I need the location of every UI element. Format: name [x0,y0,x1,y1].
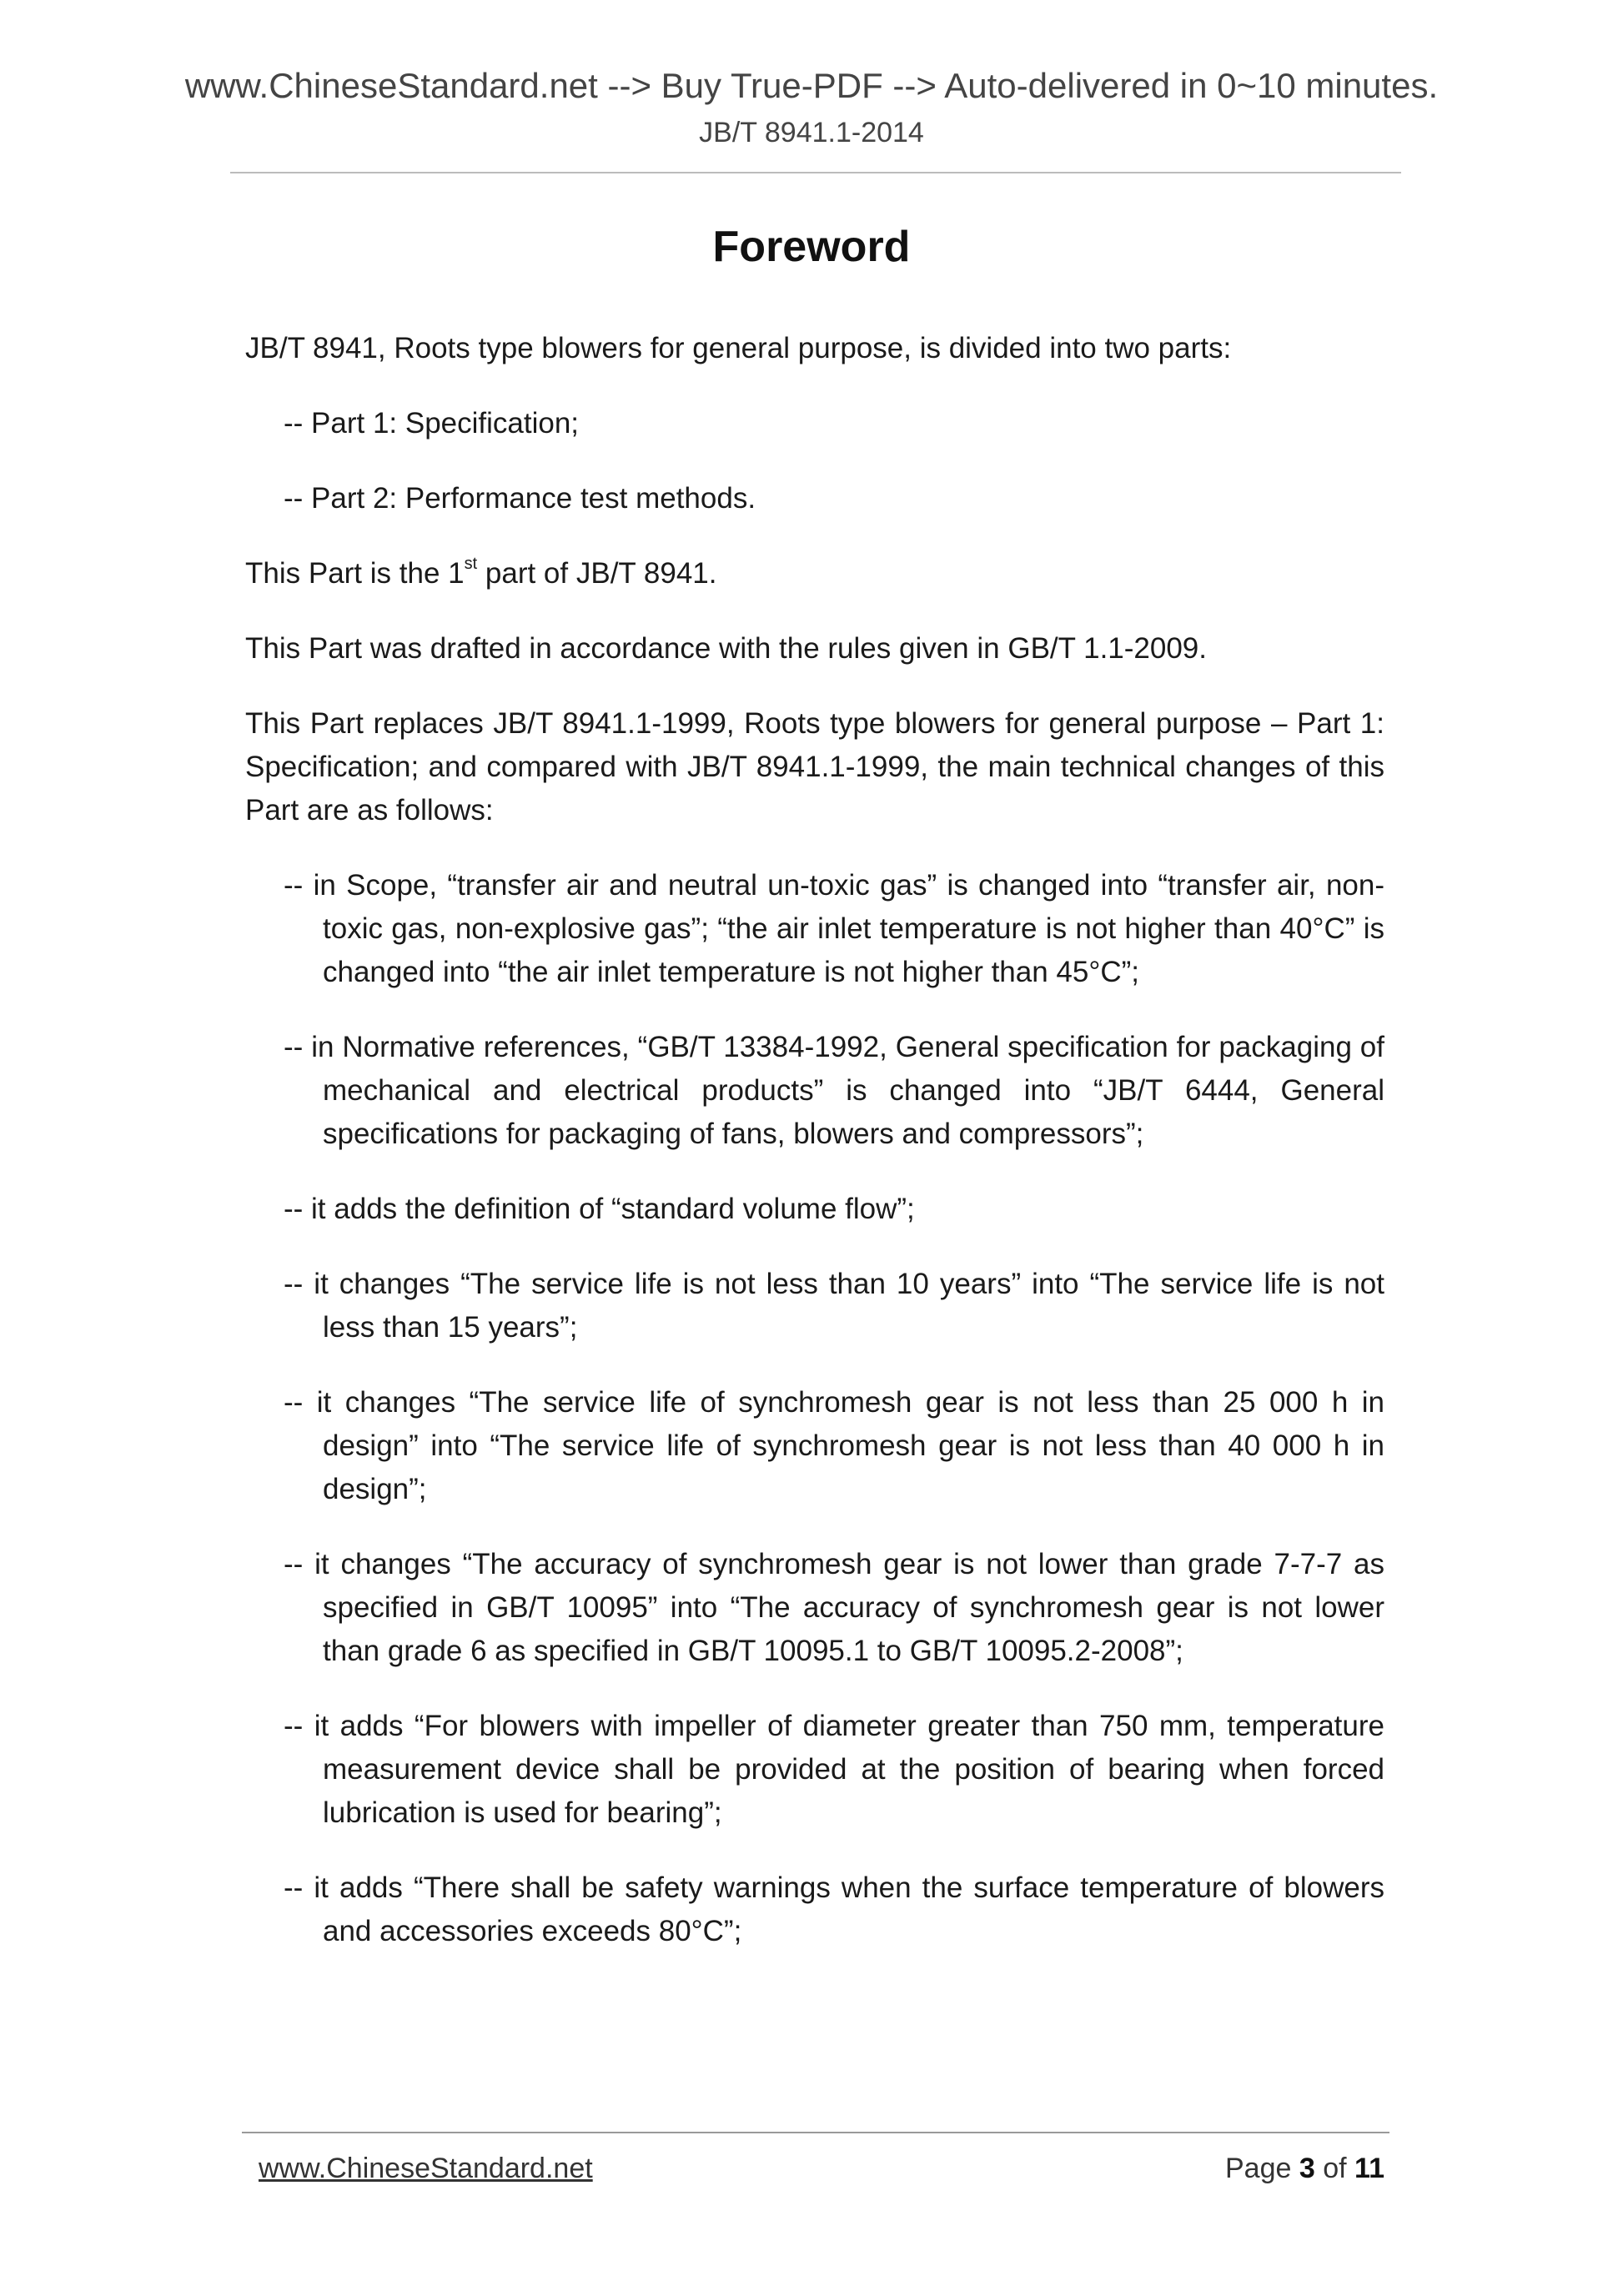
intro-paragraph: JB/T 8941, Roots type blowers for general purpose, is divided into two parts: [245,332,1232,364]
ordinal-suffix: st [464,555,478,574]
page-current: 3 [1299,2153,1315,2184]
change-item: -- it adds the definition of “standard volume flow”; [284,1193,915,1225]
part-statement-text: part of JB/T 8941. [477,557,717,590]
footer-divider [242,2132,1389,2133]
change-item: -- it adds “For blowers with impeller of diameter greater than 750 mm, temperature measurement device shall be provided at the position of bearing when forced lubrication is used for bearing”; [284,1710,1384,1829]
drafting-paragraph: This Part was drafted in accordance with the rules given in GB/T 1.1-2009. [245,632,1208,665]
change-item: -- it adds “There shall be safety warnings when the surface temperature of blowers and accessories exceeds 80°C”; [284,1871,1384,1947]
page-label: Page [1225,2153,1292,2184]
change-item: -- it changes “The service life is not less than 10 years” into “The service life is not less than 15 years”; [284,1268,1384,1344]
part-list-item: -- Part 2: Performance test methods. [284,482,756,515]
standard-code: JB/T 8941.1-2014 [699,117,924,148]
part-statement [245,552,1384,595]
header-divider [230,172,1401,173]
change-item: -- it changes “The accuracy of synchromesh gear is not lower than grade 7-7-7 as specified in GB/T 10095” into “The accuracy of synchromesh gear is not lower than grade 6 as specified in GB/T 10095.1 to GB/T 10095.2-2008”; [284,1548,1384,1667]
replaces-paragraph: This Part replaces JB/T 8941.1-1999, Roots type blowers for general purpose – Part 1: Specification; and compared with JB/T 8941.1-1999, the main technical changes of this Part are as follows: [245,707,1384,826]
page-of: of [1323,2153,1347,2184]
page-number [1225,2153,1384,2185]
page-total: 11 [1354,2153,1384,2184]
document-body [245,327,1384,1985]
header-banner: www.ChineseStandard.net --> Buy True-PDF --> Auto-delivered in 0~10 minutes. [184,66,1439,105]
part-statement-text: This Part is the 1 [245,557,465,590]
footer-site-link[interactable]: www.ChineseStandard.net [259,2153,593,2184]
page-title: Foreword [712,223,911,271]
part-list-item: -- Part 1: Specification; [284,407,580,440]
change-item: -- it changes “The service life of synchromesh gear is not less than 25 000 h in design” into “The service life of synchromesh gear is not less than 40 000 h in design”; [284,1386,1384,1505]
change-item: -- in Scope, “transfer air and neutral un-toxic gas” is changed into “transfer air, non-toxic gas, non-explosive gas”; “the air inlet temperature is not higher than 40°C” is changed into “the air inlet temperature is not higher than 45°C”; [284,869,1384,988]
change-item: -- in Normative references, “GB/T 13384-1992, General specification for packaging of mechanical and electrical products” is changed into “JB/T 6444, General specifications for packaging of fans, blowers and compressors”; [284,1031,1384,1150]
